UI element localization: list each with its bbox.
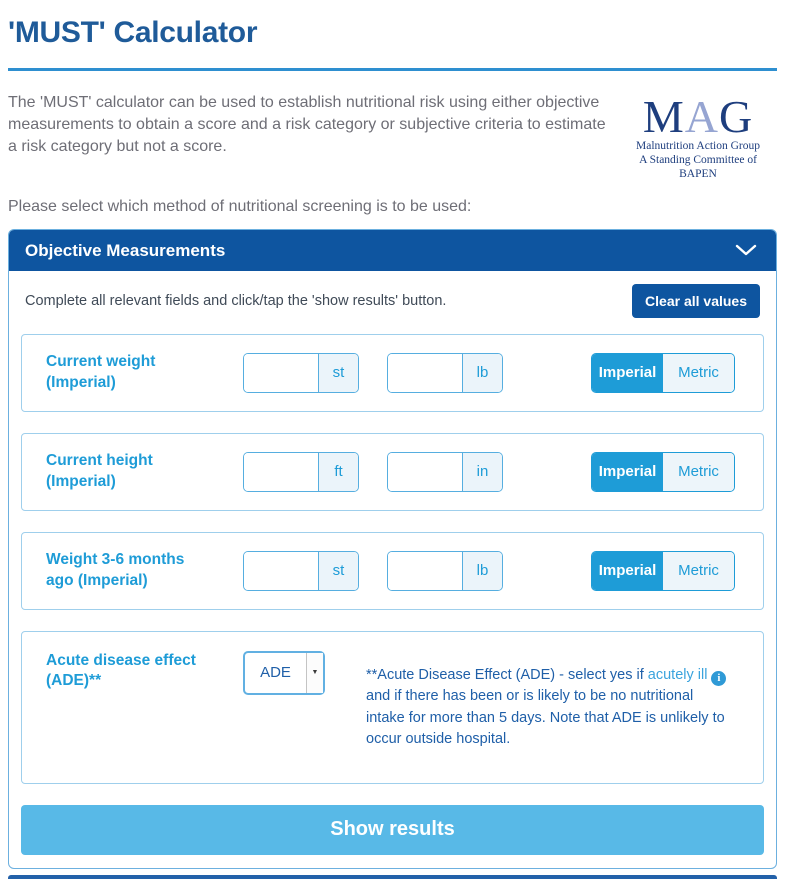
previous-weight-lb-group [387, 551, 503, 591]
current-weight-row [21, 334, 764, 412]
mag-letter-g: G [718, 91, 754, 142]
unit-label-st: st [318, 552, 358, 590]
ade-select-value: ADE [260, 664, 291, 682]
previous-weight-lb-input[interactable] [388, 552, 462, 590]
unit-label-st: st [318, 354, 358, 392]
current-height-row [21, 433, 764, 511]
acutely-ill-link[interactable]: acutely ill [647, 667, 708, 684]
imperial-toggle-button[interactable]: Imperial [592, 354, 663, 392]
unit-label-ft: ft [318, 453, 358, 491]
objective-measurements-header[interactable] [9, 230, 776, 271]
previous-weight-st-input[interactable] [244, 552, 318, 590]
current-weight-st-group [243, 353, 359, 393]
current-weight-unit-toggle [591, 353, 735, 393]
current-height-in-input[interactable] [388, 453, 462, 491]
mag-letter-a: A [684, 91, 719, 142]
current-weight-lb-group [387, 353, 503, 393]
current-height-ft-group [243, 452, 359, 492]
mag-letter-m: M [642, 91, 685, 142]
previous-weight-unit-toggle [591, 551, 735, 591]
next-section-top-edge[interactable] [8, 875, 777, 879]
previous-weight-row [21, 532, 764, 610]
metric-toggle-button[interactable]: Metric [663, 552, 734, 590]
show-results-button[interactable]: Show results [21, 805, 764, 855]
dropdown-arrow-icon: ▼ [306, 653, 323, 693]
objective-measurements-panel [8, 229, 777, 869]
unit-label-lb: lb [462, 552, 502, 590]
previous-weight-st-group [243, 551, 359, 591]
chevron-down-icon[interactable] [735, 244, 757, 257]
current-weight-st-input[interactable] [244, 354, 318, 392]
current-height-unit-toggle [591, 452, 735, 492]
ade-note-suffix: and if there has been or is likely to be no nutritional intake for more than 5 days. Note that ADE is unlikely to occur outside hospital. [366, 688, 725, 747]
unit-label-in: in [462, 453, 502, 491]
instructions-row [9, 271, 776, 327]
title-divider [8, 68, 777, 71]
previous-weight-inputs [243, 551, 503, 591]
metric-toggle-button[interactable]: Metric [663, 354, 734, 392]
current-height-inputs [243, 452, 503, 492]
acute-disease-effect-row [21, 631, 764, 784]
previous-weight-label: Weight 3-6 months ago (Imperial) [46, 550, 185, 589]
method-prompt: Please select which method of nutritional screening is to be used: [8, 198, 472, 215]
imperial-toggle-button[interactable]: Imperial [592, 453, 663, 491]
mag-logo [619, 92, 777, 181]
ade-select[interactable] [243, 651, 325, 695]
metric-toggle-button[interactable]: Metric [663, 453, 734, 491]
mag-logo-line2: A Standing Committee of BAPEN [639, 154, 757, 180]
clear-all-values-button[interactable]: Clear all values [632, 284, 760, 318]
acute-disease-effect-label: Acute disease effect (ADE)** [46, 651, 196, 690]
page-title: 'MUST' Calculator [8, 16, 258, 49]
panel-header-title: Objective Measurements [25, 240, 226, 260]
info-circle-icon[interactable]: i [711, 671, 726, 686]
current-weight-lb-input[interactable] [388, 354, 462, 392]
ade-note-prefix: **Acute Disease Effect (ADE) - select yes if [366, 667, 648, 684]
mag-logo-line1: Malnutrition Action Group [636, 140, 760, 152]
current-height-label: Current height (Imperial) [46, 451, 153, 490]
current-weight-label: Current weight (Imperial) [46, 353, 156, 391]
mag-logo-letters [619, 91, 777, 142]
instructions-text: Complete all relevant fields and click/tap the 'show results' button. [25, 293, 447, 309]
ade-note [366, 665, 734, 750]
current-height-in-group [387, 452, 503, 492]
imperial-toggle-button[interactable]: Imperial [592, 552, 663, 590]
intro-section [8, 92, 777, 181]
current-weight-inputs [243, 353, 503, 393]
current-height-ft-input[interactable] [244, 453, 318, 491]
intro-text: The 'MUST' calculator can be used to establish nutritional risk using either objective measurements to obtain a score and a risk category or subjective criteria to estimate a risk category but not a score. [8, 94, 606, 155]
unit-label-lb: lb [462, 354, 502, 392]
